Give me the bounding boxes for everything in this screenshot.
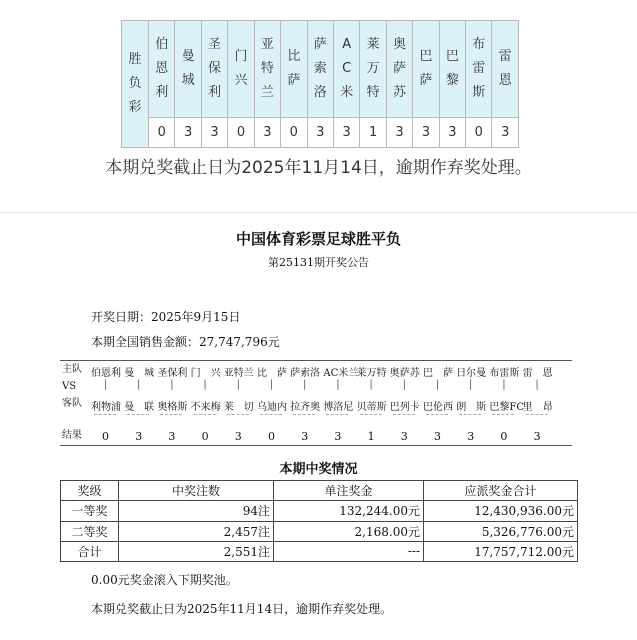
team-char: 亚 (260, 37, 274, 52)
result-cell: 0 (149, 118, 175, 148)
section-divider (0, 212, 637, 213)
away-team: 朗 斯 (456, 402, 487, 413)
result-cell: 1 (360, 118, 386, 148)
team-cell (492, 21, 519, 118)
result-row (122, 118, 519, 148)
team-char: 兴 (234, 73, 248, 88)
result-cell: 3 (386, 118, 412, 148)
team-row (122, 21, 519, 118)
home-team: 日尔曼 (456, 368, 487, 379)
team-cell (386, 21, 412, 118)
team-char: 黎 (445, 73, 459, 88)
away-team: 拉齐奥 (290, 402, 321, 413)
dash-separator (526, 414, 548, 415)
team-cell (439, 21, 465, 118)
away-team: 利物浦 (91, 402, 121, 413)
vs-bar: | (269, 379, 274, 390)
label-char: 胜 (128, 52, 142, 67)
winner-count: 94注 (119, 501, 274, 521)
team-char: 比 (287, 49, 301, 64)
away-team: 里 昂 (522, 402, 553, 413)
dash-separator (293, 414, 315, 415)
team-cell (413, 21, 439, 118)
team-char: 布 (472, 37, 486, 52)
row-label-result: 结果 (62, 430, 82, 441)
unit-prize: 132,244.00元 (274, 501, 424, 521)
away-team: 莱 切 (223, 402, 254, 413)
team-char: 兰 (260, 85, 274, 100)
match-grid (60, 360, 572, 446)
prize-table (60, 480, 578, 562)
match-column (191, 361, 220, 445)
prize-level: 二等奖 (61, 521, 119, 541)
team-cell (254, 21, 280, 118)
match-result: 1 (367, 430, 375, 443)
deadline-notice: 本期兑奖截止日为2025年11月14日，逾期作弃奖处理。 (105, 158, 532, 178)
home-team: 比 萨 (257, 368, 287, 379)
match-result: 3 (168, 430, 176, 443)
vs-bar: | (303, 379, 307, 390)
dash-separator (326, 414, 348, 415)
prize-row (61, 521, 578, 541)
match-result: 0 (201, 430, 209, 443)
team-char: 苏 (393, 85, 407, 100)
dash-separator (227, 414, 249, 415)
result-cell: 3 (333, 118, 359, 148)
away-team: 奥格斯 (157, 402, 188, 413)
result-cell: 3 (492, 118, 519, 148)
team-cell (175, 21, 201, 118)
team-char: 曼 (181, 49, 195, 64)
match-column (456, 361, 485, 445)
team-char: 斯 (472, 85, 486, 100)
result-cell: 0 (228, 118, 254, 148)
result-table (121, 20, 519, 148)
result-cell: 3 (307, 118, 333, 148)
match-column (323, 361, 359, 445)
vs-bar: | (402, 379, 406, 390)
team-char: 保 (208, 61, 222, 76)
home-team: 布雷斯 (489, 368, 520, 379)
match-result: 3 (234, 430, 242, 443)
header-cell: 单注奖金 (274, 481, 424, 501)
prize-total: 12,430,936.00元 (424, 501, 578, 521)
dash-separator (393, 414, 415, 415)
match-result: 3 (400, 430, 408, 443)
prize-level: 合计 (61, 541, 119, 561)
team-cell (466, 21, 492, 118)
result-cell: 0 (466, 118, 492, 148)
team-char: C (342, 61, 352, 76)
match-result: 3 (301, 430, 309, 443)
team-char: 萨 (313, 37, 327, 52)
match-result: 0 (102, 430, 109, 443)
team-char: 恩 (155, 61, 169, 76)
team-cell (228, 21, 254, 118)
vs-bar: | (502, 379, 506, 390)
row-label-home: 主队 (62, 364, 82, 375)
home-team: 巴 萨 (423, 368, 453, 379)
home-team: 雷 恩 (522, 368, 553, 379)
winner-count: 2,551注 (119, 541, 274, 561)
result-cell: 3 (439, 118, 465, 148)
match-result: 3 (533, 430, 541, 443)
match-column (290, 361, 319, 445)
prize-level: 一等奖 (61, 501, 119, 521)
result-cell: 3 (254, 118, 280, 148)
team-char: 萨 (287, 73, 301, 88)
home-team: 曼 城 (124, 368, 155, 379)
prize-row (61, 501, 578, 521)
team-cell (281, 21, 307, 118)
team-char: 索 (313, 61, 327, 76)
dash-separator (459, 414, 481, 415)
match-column (124, 361, 153, 445)
team-char: 巴 (445, 49, 459, 64)
team-cell (307, 21, 333, 118)
vs-bar: | (369, 379, 373, 390)
dash-separator (160, 414, 182, 415)
home-team: 圣保利 (157, 368, 188, 379)
dash-separator (360, 414, 382, 415)
unit-prize: --- (274, 541, 424, 561)
deadline-notice-bottom: 本期兑奖截止日为2025年11月14日，逾期作弃奖处理。 (91, 602, 393, 616)
unit-prize: 2,168.00元 (274, 521, 424, 541)
away-team: 巴伦西 (423, 402, 453, 413)
match-column (390, 361, 419, 445)
team-char: 圣 (208, 37, 222, 52)
table-label (122, 21, 149, 148)
result-cell: 0 (281, 118, 307, 148)
team-char: 奥 (393, 37, 407, 52)
dash-separator (127, 414, 149, 415)
vs-bar: | (103, 379, 108, 390)
vs-bar: | (336, 379, 340, 390)
team-char: 万 (366, 61, 380, 76)
vs-bar: | (535, 379, 539, 390)
away-team: 巴列卡 (389, 402, 420, 413)
header-cell: 应派奖金合计 (424, 481, 578, 501)
team-char: 雷 (472, 61, 486, 76)
home-team: 奥萨苏 (389, 368, 420, 379)
dash-separator (492, 414, 514, 415)
match-column (91, 361, 120, 445)
label-char: 彩 (128, 100, 142, 115)
result-cell: 3 (175, 118, 201, 148)
prize-total: 5,326,776.00元 (424, 521, 578, 541)
row-label-vs: VS (62, 381, 77, 392)
team-char: 巴 (419, 49, 433, 64)
away-team: 巴黎FC (489, 402, 524, 413)
row-label-away: 客队 (62, 398, 82, 409)
home-team: 莱万特 (356, 368, 387, 379)
match-column (257, 361, 286, 445)
announcement-subtitle: 第25131期开奖公告 (268, 256, 369, 269)
match-result: 3 (334, 430, 342, 443)
team-char: 萨 (419, 73, 433, 88)
home-team: 亚特兰 (223, 368, 254, 379)
prize-heading: 本期中奖情况 (279, 462, 358, 477)
away-team: 博洛尼 (323, 402, 354, 413)
winner-count: 2,457注 (119, 521, 274, 541)
match-column (489, 361, 524, 445)
home-team: 伯恩利 (91, 368, 121, 379)
header-cell: 奖级 (61, 481, 119, 501)
vs-bar: | (170, 379, 174, 390)
dash-separator (426, 414, 448, 415)
rollover-note: 0.00元奖金滚入下期奖池。 (91, 573, 238, 587)
team-cell (201, 21, 227, 118)
team-char: 米 (340, 85, 354, 100)
team-char: 门 (234, 49, 248, 64)
home-team: 萨索洛 (290, 368, 321, 379)
prize-total: 17,757,712.00元 (424, 541, 578, 561)
announcement-title: 中国体育彩票足球胜平负 (235, 230, 401, 248)
dash-separator (194, 414, 216, 415)
prize-total-row (61, 541, 578, 561)
team-cell (360, 21, 386, 118)
match-result: 3 (467, 430, 475, 443)
label-char: 负 (128, 76, 142, 91)
dash-separator (94, 414, 116, 415)
match-result: 3 (135, 430, 143, 443)
draw-date: 开奖日期：2025年9月15日 (91, 310, 241, 324)
vs-bar: | (435, 379, 440, 390)
team-char: 洛 (313, 85, 327, 100)
away-team: 乌迪内 (257, 402, 287, 413)
team-cell (333, 21, 359, 118)
match-column (523, 361, 552, 445)
team-char: 恩 (498, 73, 512, 88)
vs-bar: | (137, 379, 141, 390)
match-column (423, 361, 452, 445)
team-char: 特 (260, 61, 274, 76)
result-cell: 3 (413, 118, 439, 148)
result-cell: 3 (201, 118, 227, 148)
team-char: 伯 (155, 37, 169, 52)
team-char: 城 (181, 73, 195, 88)
home-team: AC米兰 (323, 368, 359, 379)
sales-amount: 本期全国销售金额：27,747,796元 (91, 335, 280, 349)
home-team: 门 兴 (190, 368, 221, 379)
team-char: 利 (155, 85, 169, 100)
team-cell (149, 21, 175, 118)
team-char: 莱 (366, 37, 380, 52)
team-char: 特 (366, 85, 380, 100)
team-char: 雷 (498, 49, 512, 64)
vs-bar: | (203, 379, 207, 390)
header-cell: 中奖注数 (119, 481, 274, 501)
match-result: 0 (500, 430, 508, 443)
team-char: 萨 (393, 61, 407, 76)
away-team: 贝蒂斯 (356, 402, 387, 413)
prize-header-row (61, 481, 578, 501)
team-char: A (342, 37, 352, 52)
vs-bar: | (469, 379, 473, 390)
away-team: 不来梅 (190, 402, 221, 413)
away-team: 曼 联 (124, 402, 155, 413)
vs-bar: | (236, 379, 240, 390)
match-result: 0 (268, 430, 275, 443)
match-result: 3 (434, 430, 441, 443)
dash-separator (260, 414, 282, 415)
match-column (157, 361, 186, 445)
team-char: 利 (208, 85, 222, 100)
match-column (224, 361, 253, 445)
match-column (357, 361, 386, 445)
